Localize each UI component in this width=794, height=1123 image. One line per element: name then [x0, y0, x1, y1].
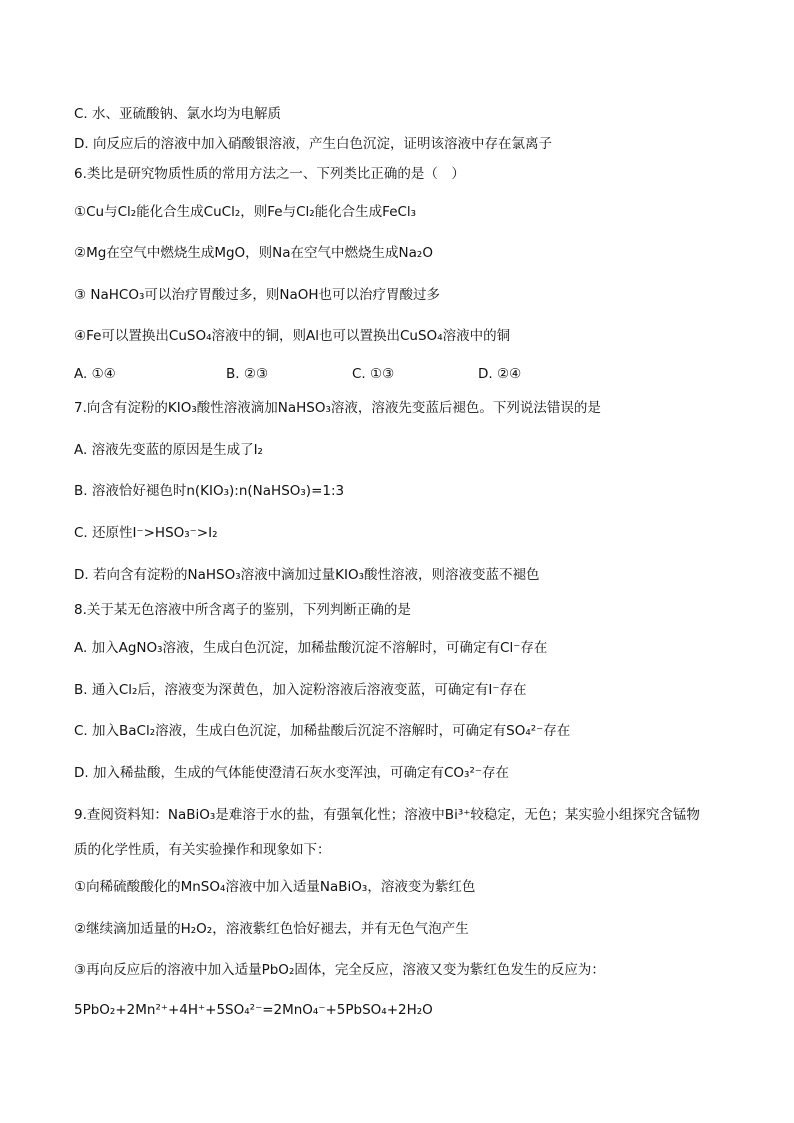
q6-statement-4: ④Fe可以置换出CuSO₄溶液中的铜，则Al也可以置换出CuSO₄溶液中的铜 — [74, 328, 511, 344]
q7-option-c: C. 还原性I⁻>HSO₃⁻>I₂ — [74, 525, 218, 541]
q9-step-2: ②继续滴加适量的H₂O₂，溶液紫红色恰好褪去，并有无色气泡产生 — [74, 921, 469, 937]
q8-option-b: B. 通入Cl₂后，溶液变为深黄色，加入淀粉溶液后溶液变蓝，可确定有I⁻存在 — [74, 682, 527, 698]
q6-option-b: B. ②③ — [226, 366, 269, 382]
q9-stem-line-1: 9.查阅资料知：NaBiO₃是难溶于水的盐，有强氧化性；溶液中Bi³⁺较稳定，无色；某实验小组探究含锰物 — [74, 807, 700, 823]
q7-option-b: B. 溶液恰好褪色时n(KIO₃):n(NaHSO₃)=1:3 — [74, 483, 345, 499]
q8-option-c: C. 加入BaCl₂溶液，生成白色沉淀，加稀盐酸后沉淀不溶解时，可确定有SO₄²⁻存在 — [74, 723, 571, 739]
q9-equation: 5PbO₂+2Mn²⁺+4H⁺+5SO₄²⁻=2MnO₄⁻+5PbSO₄+2H₂O — [74, 1002, 433, 1018]
q6-option-c: C. ①③ — [352, 366, 395, 382]
q5-option-c: C. 水、亚硫酸钠、氯水均为电解质 — [74, 106, 282, 122]
q9-stem-line-2: 质的化学性质，有关实验操作和现象如下： — [74, 842, 331, 858]
q5-option-d: D. 向反应后的溶液中加入硝酸银溶液，产生白色沉淀，证明该溶液中存在氯离子 — [74, 136, 552, 152]
q9-step-3: ③再向反应后的溶液中加入适量PbO₂固体，完全反应，溶液又变为紫红色发生的反应为： — [74, 962, 605, 978]
q6-statement-1: ①Cu与Cl₂能化合生成CuCl₂，则Fe与Cl₂能化合生成FeCl₃ — [74, 204, 417, 220]
q6-stem: 6.类比是研究物质性质的常用方法之一、下列类比正确的是（ ） — [74, 166, 465, 182]
q6-statement-2: ②Mg在空气中燃烧生成MgO，则Na在空气中燃烧生成Na₂O — [74, 245, 433, 261]
q8-option-d: D. 加入稀盐酸，生成的气体能使澄清石灰水变浑浊，可确定有CO₃²⁻存在 — [74, 765, 509, 781]
q6-statement-3: ③ NaHCO₃可以治疗胃酸过多，则NaOH也可以治疗胃酸过多 — [74, 287, 441, 303]
q9-step-1: ①向稀硫酸酸化的MnSO₄溶液中加入适量NaBiO₃，溶液变为紫红色 — [74, 879, 476, 895]
q6-option-a: A. ①④ — [74, 366, 116, 382]
q7-option-d: D. 若向含有淀粉的NaHSO₃溶液中滴加过量KIO₃酸性溶液，则溶液变蓝不褪色 — [74, 567, 540, 583]
q8-option-a: A. 加入AgNO₃溶液，生成白色沉淀，加稀盐酸沉淀不溶解时，可确定有Cl⁻存在 — [74, 640, 548, 656]
q6-option-d: D. ②④ — [478, 366, 522, 382]
q7-stem: 7.向含有淀粉的KIO₃酸性溶液滴加NaHSO₃溶液，溶液先变蓝后褪色。下列说法错误的是 — [74, 400, 601, 416]
q8-stem: 8.关于某无色溶液中所含离子的鉴别，下列判断正确的是 — [74, 602, 411, 618]
q7-option-a: A. 溶液先变蓝的原因是生成了I₂ — [74, 442, 263, 458]
